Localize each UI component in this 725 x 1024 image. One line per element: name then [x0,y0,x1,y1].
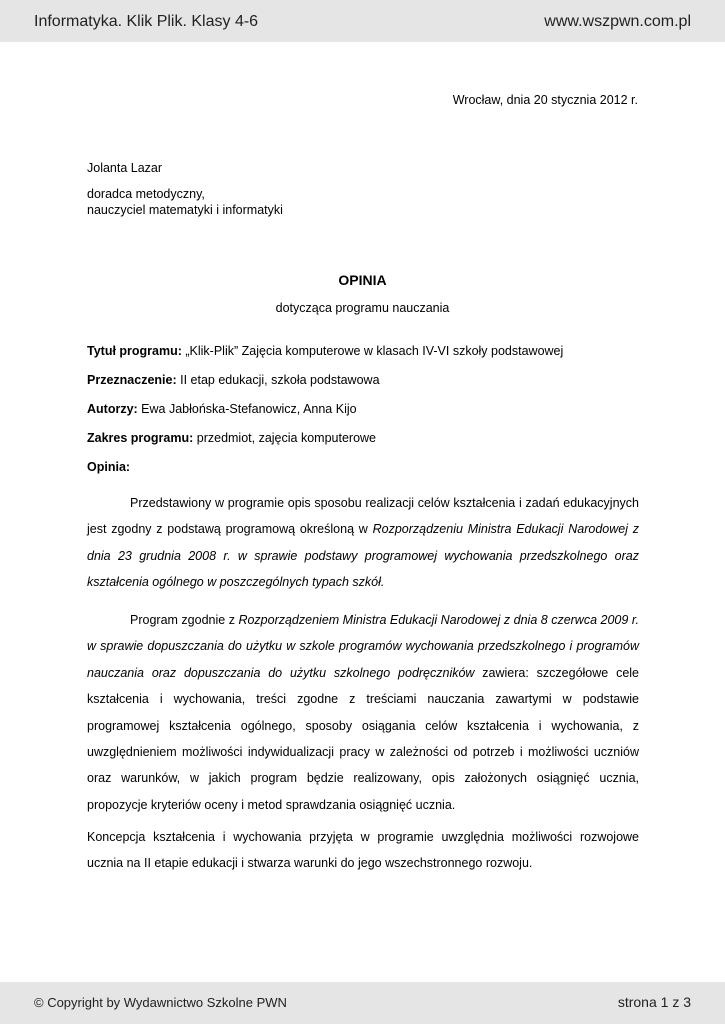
field-authors-value: Ewa Jabłońska-Stefanowicz, Anna Kijo [137,402,357,416]
document-heading: OPINIA [338,272,387,288]
p2-text-end: zawiera: szczegółowe cele kształcenia i wychowania, treści zgodne z treściami nauczania zawartymi w podstawie programowej kształcenia ogólnego, sposoby osiągania celów kształcenia i wychowania, z uwzględnieniem możliwości indywidualizacji pracy w zależności od potrzeb i możliwości uczniów oraz warunków, w jakich program będzie realizowany, opis założonych osiągnięć ucznia, propozycje kryteriów oceny i metod sprawdzania osiągnięć ucznia. [87,665,639,812]
field-scope-label: Zakres programu: [87,431,194,445]
author-position-1: doradca metodyczny, [87,187,205,201]
p1-regulation: Rozporządzeniu Ministra Edukacji Narodowej z dnia 23 grudnia 2008 r. w sprawie podstawy programowej wychowania przedszkolnego oraz kształcenia ogólnego w poszczególnych typach szkół. [87,522,639,590]
p1-text: Przedstawiony w programie opis sposobu realizacji celów kształcenia i zadań edukacyjnych jest zgodny z podstawą programową określoną w [87,496,639,537]
header-title: Informatyka. Klik Plik. Klasy 4-6 [34,13,259,30]
field-purpose-value: II etap edukacji, szkoła podstawowa [176,373,380,387]
header-site-url: www.wszpwn.com.pl [544,13,691,30]
field-scope [87,431,376,445]
document-subheading: dotycząca programu nauczania [275,301,450,315]
page-header [0,0,725,42]
footer-copyright: © Copyright by Wydawnictwo Szkolne PWN [34,995,287,1010]
author-block [87,160,283,218]
field-authors-label: Autorzy: [87,402,138,416]
p2-text-start: Program zgodnie z [130,613,239,627]
author-position-2: nauczyciel matematyki i informatyki [87,203,283,217]
field-title-value: „Klik-Plik” Zajęcia komputerowe w klasach IV-VI szkoły podstawowej [181,344,564,358]
author-name: Jolanta Lazar [87,161,163,175]
footer-page-number: strona 1 z 3 [617,994,691,1010]
field-scope-value: przedmiot, zajęcia komputerowe [193,431,377,445]
field-title-label: Tytuł programu: [87,344,182,358]
p2-regulation: Rozporządzeniem Ministra Edukacji Narodowej z dnia 8 czerwca 2009 r. w sprawie dopuszczania do użytku w szkole programów wychowania przedszkolnego i programów nauczania oraz dopuszczania do użytku szkolnego podręczników [87,613,639,680]
page-footer [0,982,725,1024]
opinion-paragraph-2 [87,607,639,818]
field-opinion [87,460,130,474]
field-opinion-label: Opinia: [87,460,131,474]
opinion-paragraph-3: Koncepcja kształcenia i wychowania przyjęta w programie uwzględnia możliwości rozwojowe ucznia na II etapie edukacji i stwarza warunki do jego wszechstronnego rozwoju. [87,830,639,871]
opinion-paragraph-1 [87,490,639,596]
field-authors [87,402,357,416]
field-purpose [87,373,380,387]
field-title [87,344,563,358]
field-purpose-label: Przeznaczenie: [87,373,177,387]
letter-date: Wrocław, dnia 20 stycznia 2012 r. [452,93,638,107]
